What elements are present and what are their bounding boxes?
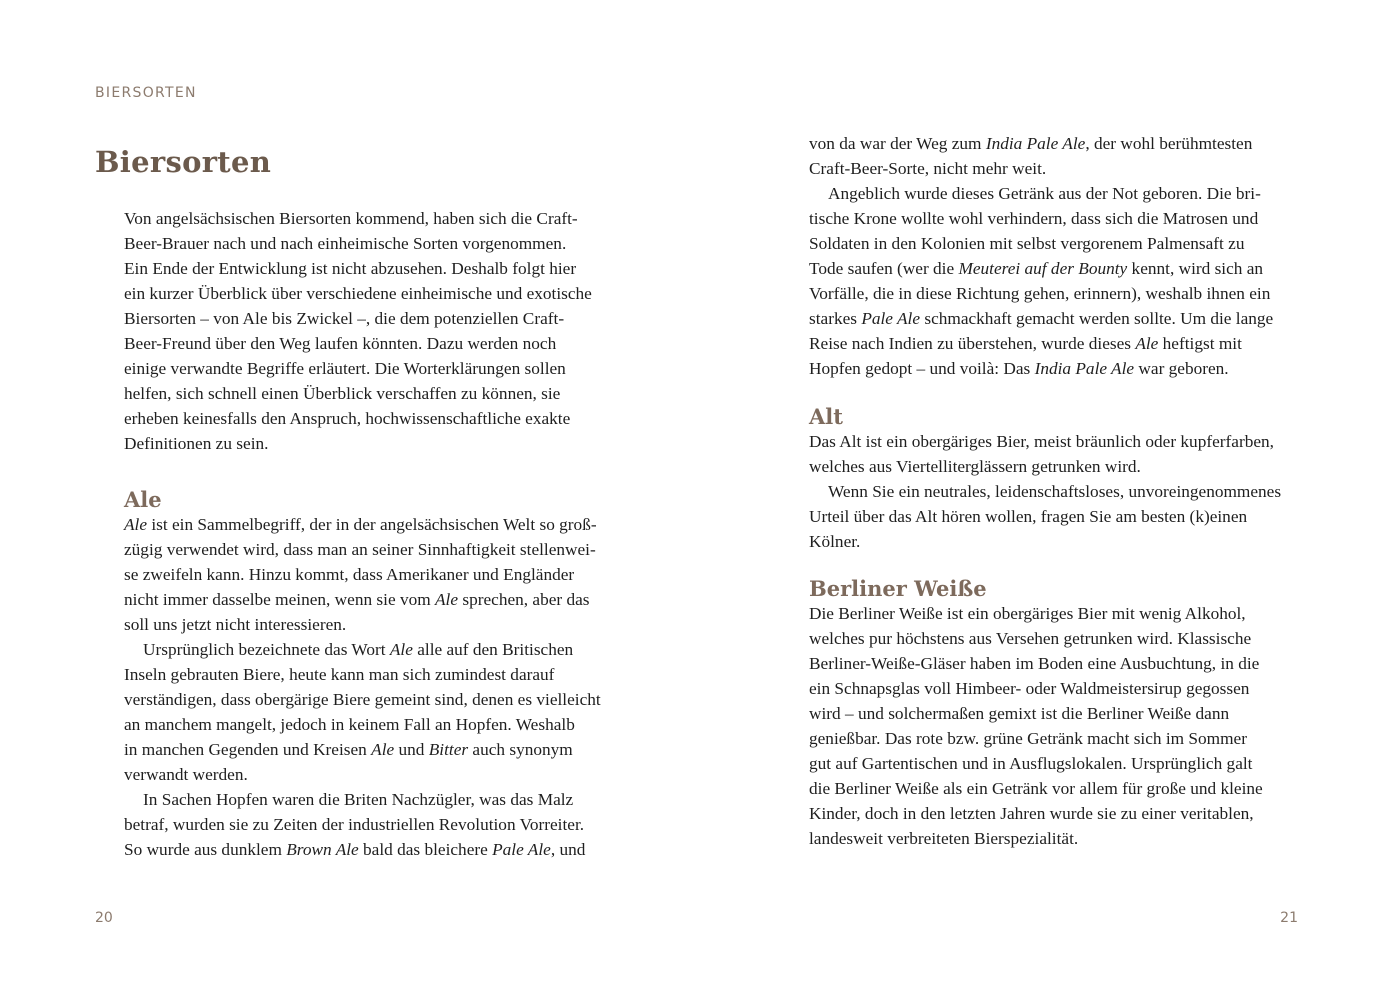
text-line: Ursprünglich bezeichnete das Wort Ale alle auf den Britischen: [143, 640, 574, 659]
italic-term: India Pale Ale: [1034, 359, 1135, 378]
text-line: verwandt werden.: [124, 765, 248, 784]
text-line: Urteil über das Alt hören wollen, fragen Sie am besten (k)einen: [809, 507, 1248, 526]
text-line: tische Krone wollte wohl verhindern, dass sich die Matrosen und: [809, 209, 1259, 228]
italic-term: Ale: [371, 740, 395, 759]
text-line: Berliner-Weiße-Gläser haben im Boden eine Ausbuchtung, in die: [809, 654, 1260, 673]
text-line: In Sachen Hopfen waren die Briten Nachzügler, was das Malz: [143, 790, 574, 809]
text-line: betraf, wurden sie zu Zeiten der industriellen Revolution Vorreiter.: [124, 815, 585, 834]
text-line: Vorfälle, die in diese Richtung gehen, erinnern), weshalb ihnen ein: [809, 284, 1271, 303]
text-line: in manchen Gegenden und Kreisen Ale und Bitter auch synonym: [124, 740, 573, 759]
text-line: genießbar. Das rote bzw. grüne Getränk macht sich im Sommer: [809, 729, 1247, 748]
text-line: Die Berliner Weiße ist ein obergäriges Bier mit wenig Alkohol,: [809, 604, 1246, 623]
text-line: Ein Ende der Entwicklung ist nicht abzusehen. Deshalb folgt hier: [124, 259, 577, 278]
text-line: die Berliner Weiße als ein Getränk vor allem für große und kleine: [809, 779, 1263, 798]
berliner-paragraph: [809, 601, 1309, 851]
text-line: Kinder, doch in den letzten Jahren wurde sie zu einer veritablen,: [809, 804, 1254, 823]
text-line: Wenn Sie ein neutrales, leidenschaftsloses, unvoreingenommenes: [828, 482, 1282, 501]
text-line: Tode saufen (wer die Meuterei auf der Bounty kennt, wird sich an: [809, 259, 1264, 278]
italic-term: Pale Ale: [861, 309, 921, 328]
text-line: helfen, sich schnell einen Überblick verschaffen zu können, sie: [124, 384, 561, 403]
text-line: zügig verwendet wird, dass man an seiner Sinnhaftigkeit stellenwei-: [124, 540, 596, 559]
italic-term: Ale: [389, 640, 413, 659]
page-number-left: 20: [95, 910, 113, 926]
italic-term: Pale Ale: [492, 840, 551, 859]
section-heading-berliner-weisse: Berliner Weiße: [809, 576, 987, 601]
text-line: verständigen, dass obergärige Biere gemeint sind, denen es vielleicht: [124, 690, 601, 709]
italic-term: Ale: [124, 515, 148, 534]
text-line: Kölner.: [809, 532, 861, 551]
chapter-title: Biersorten: [95, 145, 272, 179]
italic-term: Meuterei auf der Bounty: [958, 259, 1128, 278]
italic-term: Brown Ale: [286, 840, 359, 859]
text-line: welches aus Viertelliterglässern getrunken wird.: [809, 457, 1141, 476]
text-line: Inseln gebrauten Biere, heute kann man sich zumindest darauf: [124, 665, 555, 684]
text-line: Craft-Beer-Sorte, nicht mehr weit.: [809, 159, 1047, 178]
left-text-column: [124, 206, 624, 862]
text-line: von da war der Weg zum India Pale Ale, der wohl berühmtesten: [809, 134, 1253, 153]
text-line: ein Schnapsglas voll Himbeer- oder Waldmeistersirup gegossen: [809, 679, 1250, 698]
running-head: BIERSORTEN: [95, 85, 197, 101]
text-line: se zweifeln kann. Hinzu kommt, dass Amerikaner und Engländer: [124, 565, 575, 584]
italic-term: Ale: [435, 590, 459, 609]
text-line: gut auf Gartentischen und in Ausflugslokalen. Ursprünglich galt: [809, 754, 1253, 773]
text-line: wird – und solchermaßen gemixt ist die Berliner Weiße dann: [809, 704, 1230, 723]
text-line: landesweit verbreiteten Bierspezialität.: [809, 829, 1079, 848]
text-line: Angeblich wurde dieses Getränk aus der Not geboren. Die bri-: [828, 184, 1261, 203]
text-line: einige verwandte Begriffe erläutert. Die Worterklärungen sollen: [124, 359, 566, 378]
alt-paragraph-1: [809, 429, 1309, 479]
left-page: [0, 0, 696, 992]
ipa-paragraph: [809, 181, 1309, 381]
right-text-column: [809, 131, 1309, 851]
text-line: Reise nach Indien zu überstehen, wurde dieses Ale heftigst mit: [809, 334, 1242, 353]
text-line: Von angelsächsischen Biersorten kommend, haben sich die Craft-: [124, 209, 578, 228]
continued-paragraph: [809, 131, 1309, 181]
section-heading-ale: Ale: [124, 487, 162, 512]
ale-paragraph-3: [124, 787, 624, 862]
text-line: Hopfen gedopt – und voilà: Das India Pale Ale war geboren.: [809, 359, 1229, 378]
page-number-right: 21: [1280, 910, 1298, 926]
text-line: soll uns jetzt nicht interessieren.: [124, 615, 347, 634]
text-line: Soldaten in den Kolonien mit selbst vergorenem Palmensaft zu: [809, 234, 1245, 253]
text-line: welches pur höchstens aus Versehen getrunken wird. Klassische: [809, 629, 1252, 648]
ale-paragraph-1: [124, 512, 624, 637]
text-line: Beer-Freund über den Weg laufen könnten. Dazu werden noch: [124, 334, 557, 353]
italic-term: Ale: [1135, 334, 1159, 353]
text-line: an manchem mangelt, jedoch in keinem Fall an Hopfen. Weshalb: [124, 715, 575, 734]
text-line: starkes Pale Ale schmackhaft gemacht werden sollte. Um die lange: [809, 309, 1274, 328]
text-line: Das Alt ist ein obergäriges Bier, meist bräunlich oder kupferfarben,: [809, 432, 1274, 451]
text-line: Beer-Brauer nach und nach einheimische Sorten vorgenommen.: [124, 234, 567, 253]
ale-paragraph-2: [124, 637, 624, 787]
italic-term: India Pale Ale: [985, 134, 1086, 153]
text-line: Definitionen zu sein.: [124, 434, 269, 453]
alt-paragraph-2: [809, 479, 1309, 554]
text-line: erheben keinesfalls den Anspruch, hochwissenschaftliche exakte: [124, 409, 571, 428]
text-line: ein kurzer Überblick über verschiedene einheimische und exotische: [124, 284, 592, 303]
intro-paragraph: [124, 206, 624, 456]
italic-term: Bitter: [428, 740, 469, 759]
section-heading-alt: Alt: [809, 404, 843, 429]
text-line: Biersorten – von Ale bis Zwickel –, die dem potenziellen Craft-: [124, 309, 565, 328]
text-line: nicht immer dasselbe meinen, wenn sie vom Ale sprechen, aber das: [124, 590, 590, 609]
text-line: So wurde aus dunklem Brown Ale bald das bleichere Pale Ale, und: [124, 840, 586, 859]
right-page: [696, 0, 1393, 992]
text-line: Ale ist ein Sammelbegriff, der in der angelsächsischen Welt so groß-: [124, 515, 597, 534]
